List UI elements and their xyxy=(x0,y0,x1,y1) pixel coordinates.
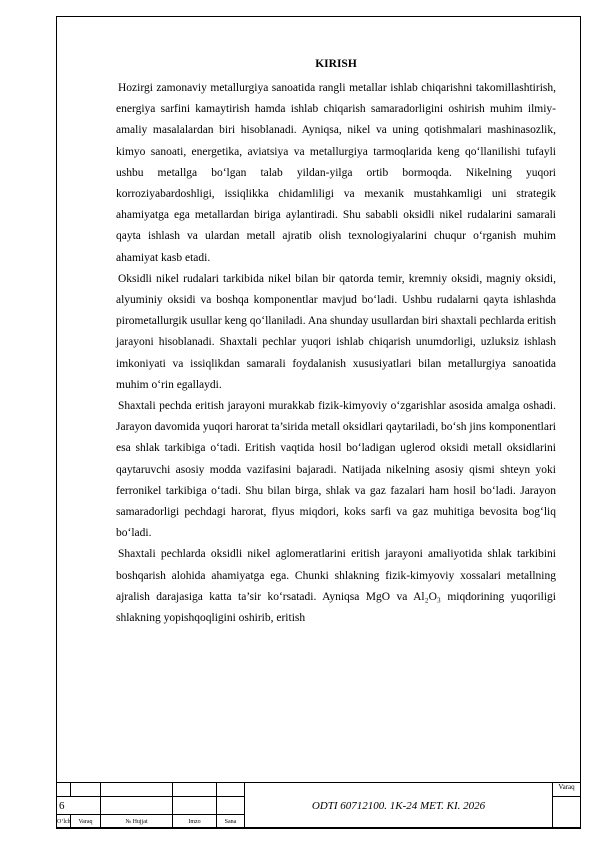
hujjat-label: № Hujjat xyxy=(101,815,173,829)
title-block-table xyxy=(56,782,581,829)
varaq-label: Varaq xyxy=(71,815,101,829)
page-number: 6 xyxy=(57,797,101,815)
sheet-label: Varaq xyxy=(553,783,581,797)
document-code: ODTI 60712100. 1K-24 MET. KI. 2026 xyxy=(245,783,553,829)
olch-label: O‘lch xyxy=(57,815,71,829)
paragraph: Shaxtali pechda eritish jarayoni murakkab fizik-kimyoviy o‘zgarishlar asosida amalga oshadi. Jarayon davomida yuqori harorat ta’sirida metall oksidlari qaytariladi, bo‘sh jins komponentlari esa shlak tarkibiga o‘tadi. Eritish vaqtida hosil bo‘ladigan uglerod oksidi metall oksidlarini qaytaruvchi asosiy modda vazifasini bajaradi. Natijada nikelning asosiy qismi shteyn yoki ferronikel tarkibiga o‘tadi. Shu bilan birga, shlak va gaz fazalari ham hosil bo‘ladi. Jarayon samaradorligi pechdagi harorat, flyus miqdori, koks sarfi va gaz muhitiga bevosita bog‘liq bo‘ladi. xyxy=(116,400,556,540)
paragraph: Oksidli nikel rudalari tarkibida nikel bilan bir qatorda temir, kremniy oksidi, magniy oksidi, alyuminiy oksidi va boshqa komponentlar mavjud bo‘ladi. Ushbu rudalarni qayta ishlashda pirometallurgik usullar keng qo‘llaniladi. Ana shunday usullardan biri shaxtali pechlarda eritish jarayoni hisoblanadi. Shaxtali pechlar yuqori ishlab chiqarish unumdorligi, uzluksiz ishlash imkoniyati va issiqlikdan samarali foydalanish xususiyatlari bilan metallurgiya sanoatida muhim o‘rin egallaydi. xyxy=(116,272,556,391)
section-title: KIRISH xyxy=(315,58,357,70)
paragraph: Hozirgi zamonaviy metallurgiya sanoatida rangli metallar ishlab chiqarishni takomillashtirish, energiya sarfini kamaytirish hamda ishlab chiqarish samaradorligini oshirish muhim ilmiy-amaliy masalalardan biri hisoblanadi. Ayniqsa, nikel va uning qotishmalari mashinasozlik, kimyo sanoati, energetika, aviatsiya va metallurgiya tarmoqlarida keng qo‘llanilishi tufayli ushbu metallga bo‘lgan talab yildan-yilga ortib bormoqda. Nikelning yuqori korroziyabardoshligi, issiqlikka chidamliligi va mexanik mustahkamligi uni strategik ahamiyatga ega metallardan biriga aylantiradi. Shu sababli oksidli nikel rudalarini samarali qayta ishlash va ulardan metall ajratib olish texnologiyalarini chuqur o‘rganish muhim ahamiyat kasb etadi. xyxy=(116,82,556,264)
paragraph: Shaxtali pechlarda oksidli nikel aglomeratlarini eritish jarayoni amaliyotida shlak tarkibini boshqarish alohida ahamiyatga ega. Chunki shlakning fizik-kimyoviy xossalari metallning ajralish darajasiga katta ta’sir ko‘rsatadi. Ayniqsa MgO va Al₂O₃ miqdorining yuqoriligi shlakning yopishqoqligini oshirib, eritish xyxy=(116,548,556,625)
document-body xyxy=(116,56,556,629)
title-block xyxy=(56,782,581,828)
sana-label: Sana xyxy=(217,815,245,829)
imzo-label: Imzo xyxy=(173,815,217,829)
